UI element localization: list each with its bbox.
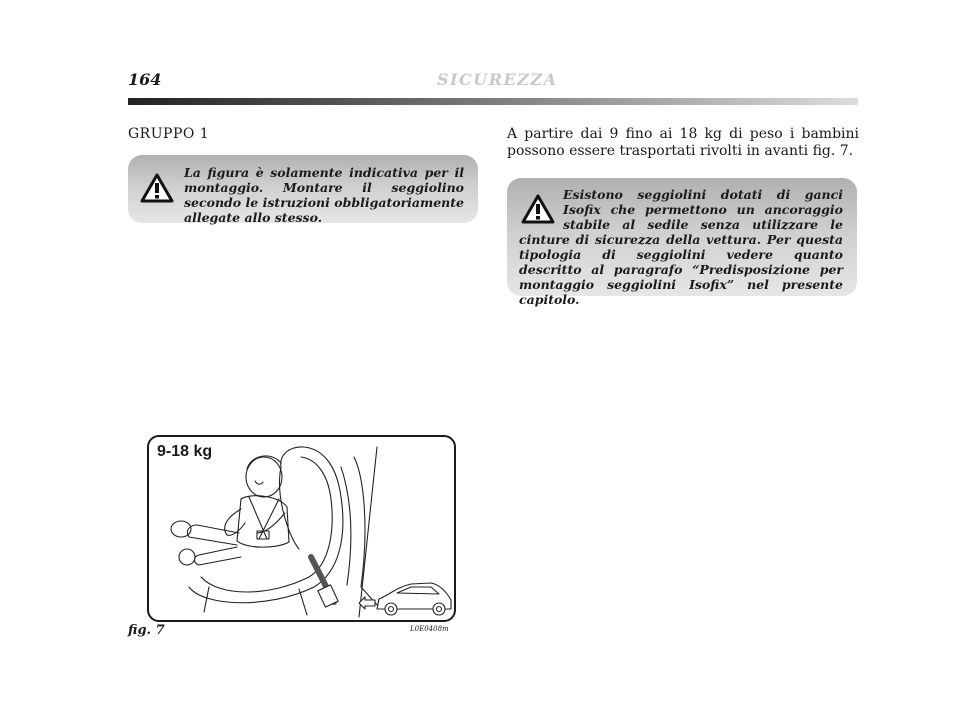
page-number: 164 xyxy=(128,70,162,89)
figure-code: L0E0408m xyxy=(410,625,449,633)
child-seat-illustration xyxy=(149,437,454,620)
header-rule xyxy=(128,98,858,105)
section-title: SICUREZZA xyxy=(437,70,558,89)
figure-child-seat xyxy=(147,435,456,622)
body-paragraph: A partire dai 9 fino ai 18 kg di peso i bambini possono essere trasportati rivolti in avanti fig. 7. xyxy=(507,126,859,159)
warning-box-right xyxy=(507,178,857,307)
figure-caption: fig. 7 xyxy=(128,623,165,638)
warning-text-right: Esistono seggiolini dotati di ganci Isofix che permettono un ancoraggio stabile al sedile senza utilizzare le cinture di sicurezza della vettura. Per questa tipologia di seggiolini vedere quanto descritto al paragrafo “Predisposizione per montaggio seggiolini Isofix” nel presente capitolo. xyxy=(519,187,843,307)
group-heading: GRUPPO 1 xyxy=(128,126,210,142)
warning-box-left xyxy=(128,155,478,223)
warning-text-left: La figura è solamente indicativa per il montaggio. Montare il seggiolino secondo le istruzioni obbligatoriamente allegate allo stesso. xyxy=(184,165,464,225)
warning-triangle-icon xyxy=(140,173,174,203)
weight-label: 9-18 kg xyxy=(157,443,213,460)
